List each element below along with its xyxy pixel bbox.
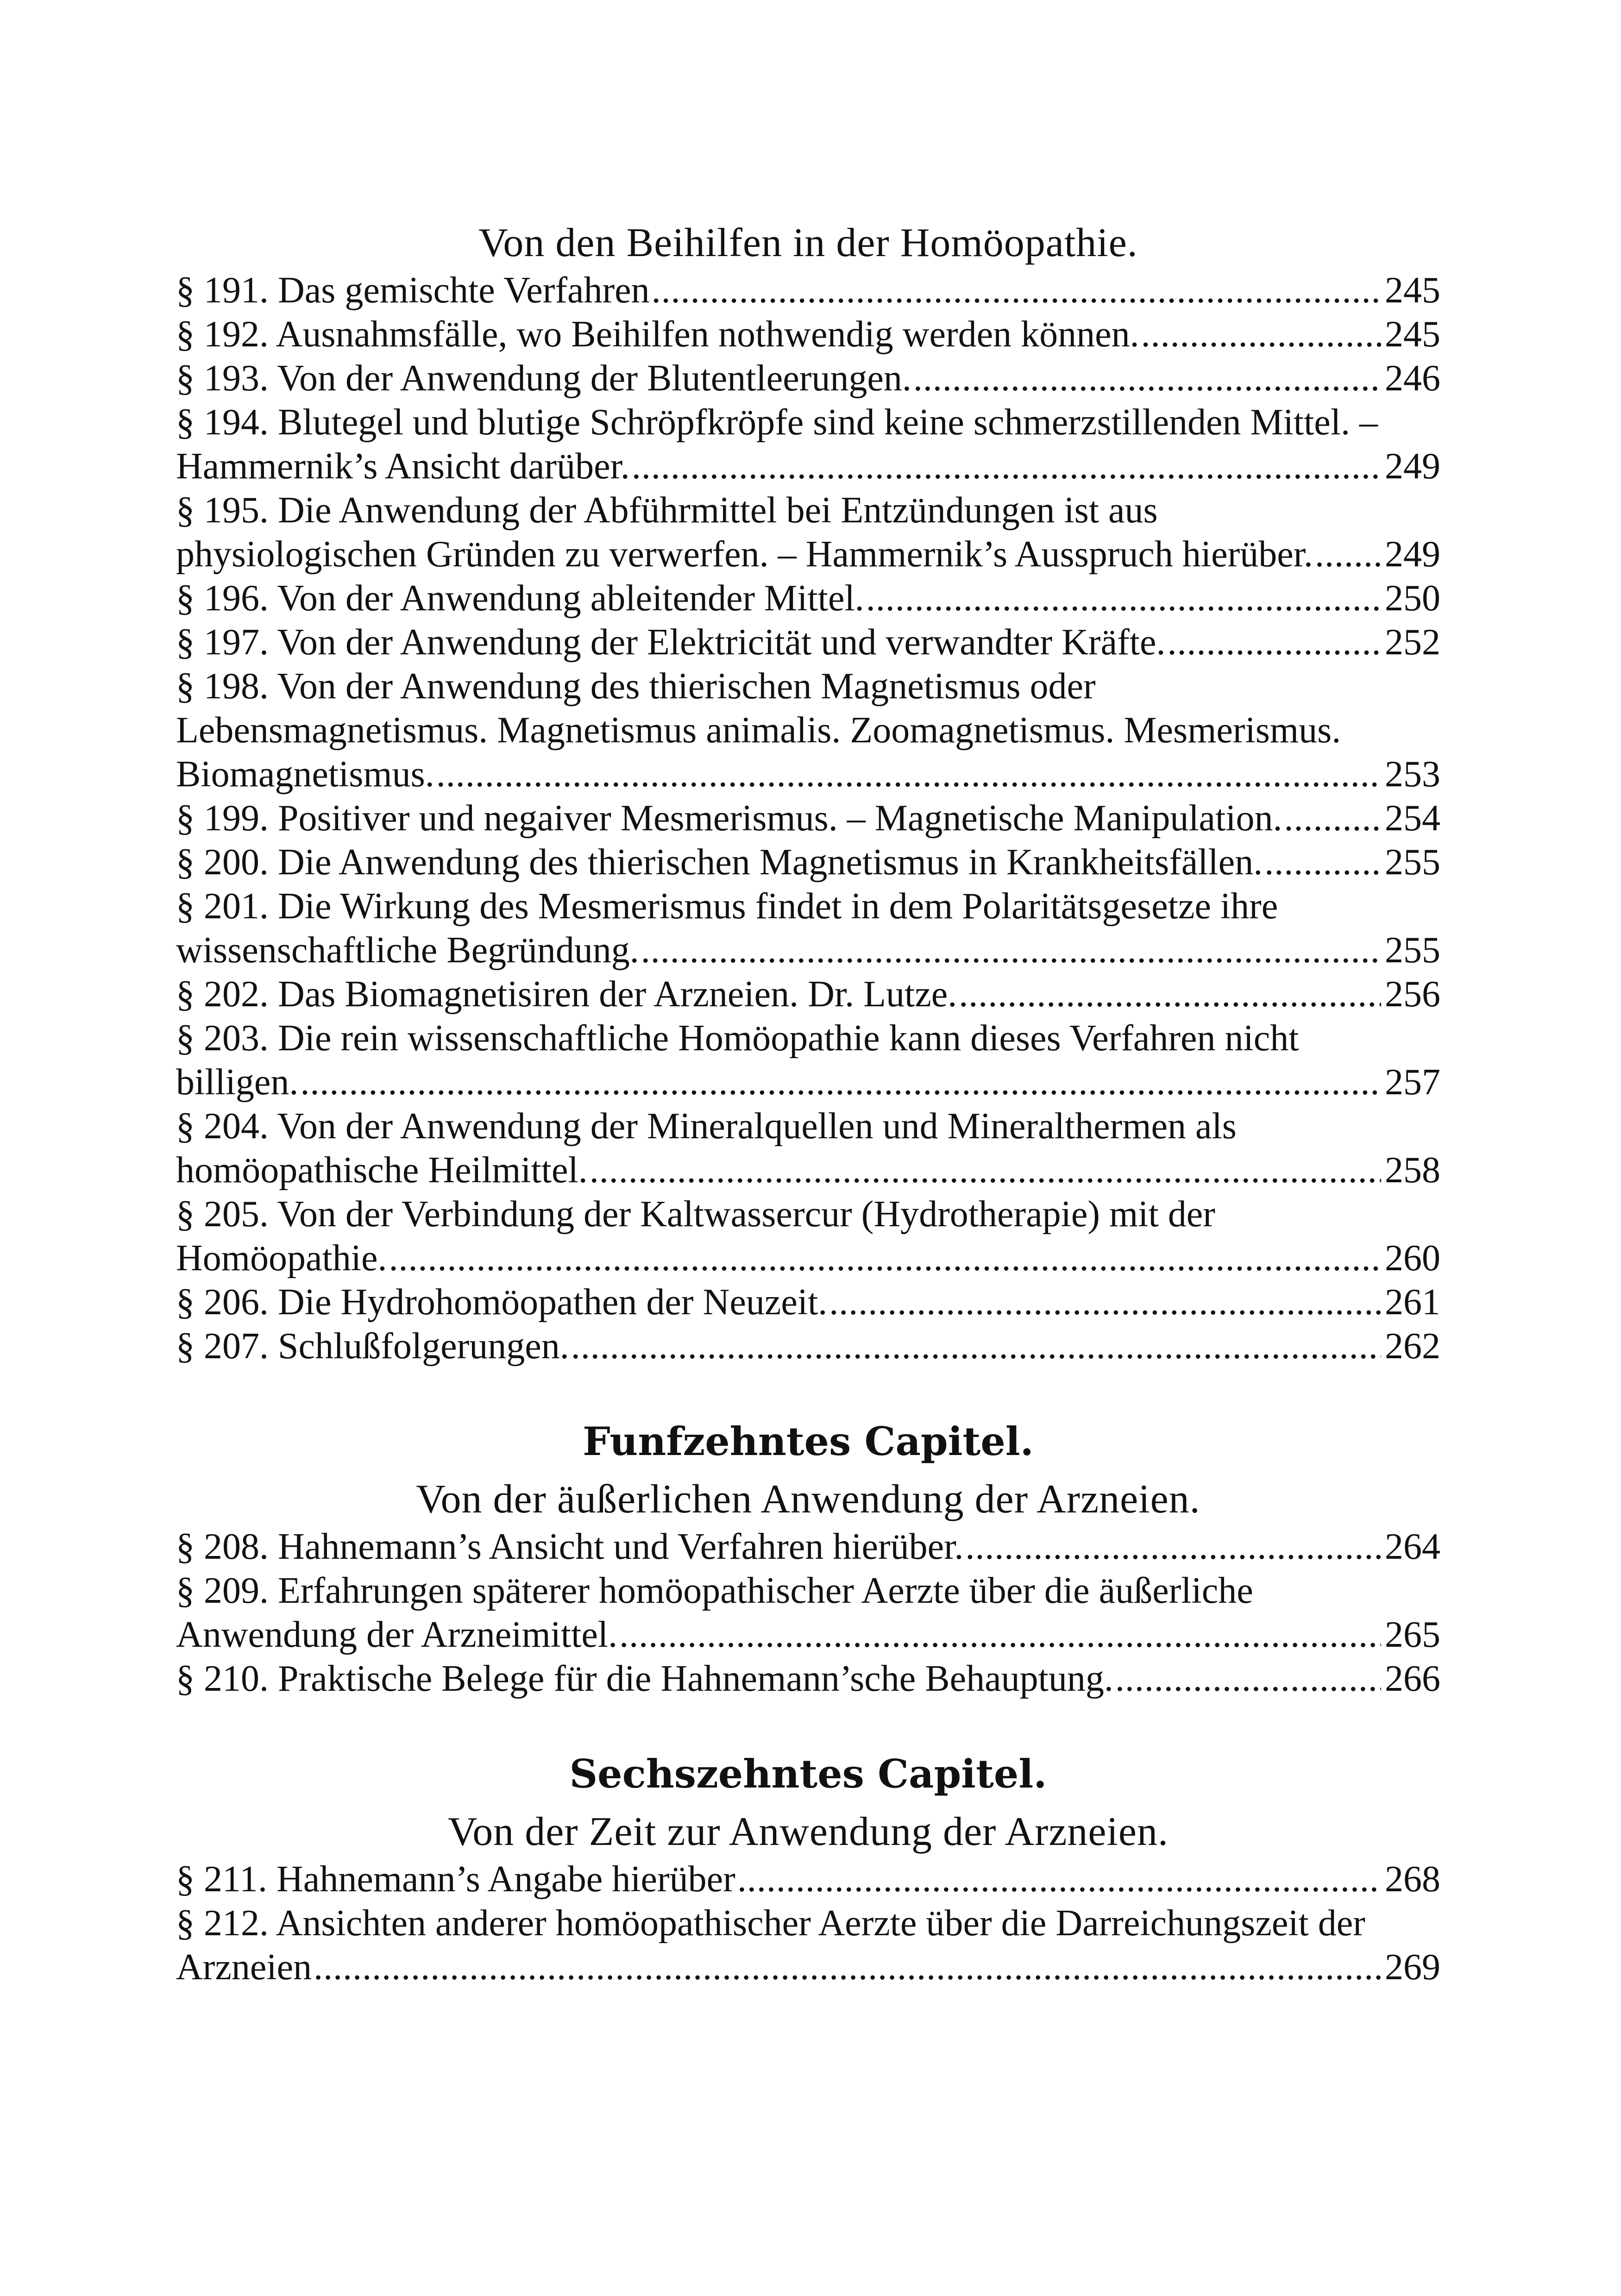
toc-entry — [176, 1857, 1440, 1901]
toc-entry-line — [176, 1613, 1440, 1657]
toc-entry — [176, 1192, 1440, 1280]
page-number: 250 — [1385, 578, 1440, 619]
toc-entry — [176, 401, 1440, 489]
toc-entry — [176, 577, 1440, 621]
toc-entry-text: Homöopathie. — [176, 1238, 387, 1279]
section-subtitle: Von der äußerlichen Anwendung der Arzneien. — [416, 1477, 1200, 1522]
toc-entry-text: § 211. Hahnemann’s Angabe hierüber — [176, 1859, 735, 1900]
toc-entry-line — [176, 665, 1440, 709]
toc-entry-text: § 209. Erfahrungen späterer homöopathischer Aerzte über die äußerliche — [176, 1570, 1253, 1611]
dot-leader — [389, 1236, 1381, 1280]
page-number: 253 — [1385, 754, 1440, 795]
toc-entry-line — [176, 972, 1440, 1016]
page-number: 260 — [1385, 1238, 1440, 1279]
toc-entry-line — [176, 269, 1440, 313]
page-number: 269 — [1385, 1947, 1440, 1988]
toc-entry-line — [176, 1945, 1440, 1989]
page-number: 256 — [1385, 974, 1440, 1015]
toc-entry-line — [176, 1324, 1440, 1368]
toc-entry-line — [176, 445, 1440, 489]
toc-entry-text: § 210. Praktische Belege für die Hahnemann’sche Behauptung. — [176, 1658, 1113, 1699]
toc-entry-text: § 212. Ansichten anderer homöopathischer Aerzte über die Darreichungszeit der — [176, 1903, 1365, 1944]
toc-entry-line — [176, 357, 1440, 401]
toc-entry-text: § 196. Von der Anwendung ableitender Mittel. — [176, 578, 864, 619]
toc-entry-text: § 193. Von der Anwendung der Blutentleerungen. — [176, 358, 911, 399]
toc-entry-text: § 201. Die Wirkung des Mesmerismus findet in dem Polaritätsgesetze ihre — [176, 886, 1278, 927]
toc-entry-text: Arzneien — [176, 1947, 312, 1988]
toc-entry-line — [176, 489, 1440, 533]
toc-entry-line — [176, 401, 1440, 445]
toc-entry-line — [176, 577, 1440, 621]
toc-entry-text: § 207. Schlußfolgerungen. — [176, 1326, 569, 1367]
page-number: 265 — [1385, 1614, 1440, 1655]
toc-entry-text: § 203. Die rein wissenschaftliche Homöopathie kann dieses Verfahren nicht — [176, 1018, 1299, 1059]
page-number: 258 — [1385, 1150, 1440, 1191]
page-number: 262 — [1385, 1326, 1440, 1367]
toc-entry-line — [176, 1569, 1440, 1613]
toc-entry-text: § 197. Von der Anwendung der Elektricität und verwandter Kräfte. — [176, 622, 1166, 663]
toc-entry — [176, 797, 1440, 841]
toc-entry-line — [176, 1657, 1440, 1701]
dot-leader — [632, 445, 1381, 489]
toc-entry-text: § 198. Von der Anwendung des thierischen Magnetismus oder — [176, 666, 1096, 707]
toc-entry-text: Lebensmagnetismus. Magnetismus animalis. Zoomagnetismus. Mesmerismus. — [176, 710, 1341, 751]
table-of-contents — [176, 218, 1440, 1989]
toc-entry — [176, 313, 1440, 357]
dot-leader — [866, 577, 1381, 621]
toc-entry-line — [176, 1525, 1440, 1569]
dot-leader — [1264, 841, 1381, 885]
section-subtitle: Von der Zeit zur Anwendung der Arzneien. — [448, 1809, 1169, 1854]
page-number: 249 — [1385, 446, 1440, 487]
toc-entry-line — [176, 885, 1440, 928]
toc-entry-line — [176, 928, 1440, 972]
toc-entry-text: wissenschaftliche Begründung. — [176, 930, 639, 971]
toc-entry — [176, 357, 1440, 401]
toc-entry — [176, 665, 1440, 797]
toc-entry-text: physiologischen Gründen zu verwerfen. – Hammernik’s Ausspruch hierüber. — [176, 534, 1313, 575]
page-number: 249 — [1385, 534, 1440, 575]
dot-leader — [619, 1613, 1381, 1657]
dot-leader — [737, 1857, 1381, 1901]
toc-entry-line — [176, 797, 1440, 841]
toc-entry — [176, 972, 1440, 1016]
toc-entry-line — [176, 753, 1440, 797]
toc-entry — [176, 1016, 1440, 1104]
page-number: 252 — [1385, 622, 1440, 663]
toc-entry-text: § 199. Positiver und negaiver Mesmerismus. – Magnetische Manipulation. — [176, 798, 1282, 839]
toc-entry — [176, 489, 1440, 577]
dot-leader — [590, 1148, 1381, 1192]
toc-entry-text: § 205. Von der Verbindung der Kaltwassercur (Hydrotherapie) mit der — [176, 1194, 1215, 1235]
dot-leader — [913, 357, 1381, 401]
toc-entry-line — [176, 1104, 1440, 1148]
toc-section — [176, 218, 1440, 1368]
toc-entry-line — [176, 709, 1440, 753]
toc-entry-text: Anwendung der Arzneimittel. — [176, 1614, 618, 1655]
toc-entry — [176, 621, 1440, 665]
toc-entry — [176, 841, 1440, 885]
toc-entry-text: § 195. Die Anwendung der Abführmittel bei Entzündungen ist aus — [176, 490, 1158, 531]
toc-entry-line — [176, 841, 1440, 885]
toc-entry-text: § 192. Ausnahmsfälle, wo Beihilfen nothwendig werden können. — [176, 314, 1139, 355]
dot-leader — [965, 1525, 1381, 1569]
page-number: 246 — [1385, 358, 1440, 399]
toc-entry-text: § 208. Hahnemann’s Ansicht und Verfahren hierüber. — [176, 1526, 964, 1567]
dot-leader — [829, 1280, 1381, 1324]
dot-leader — [1315, 533, 1381, 577]
dot-leader — [1284, 797, 1381, 841]
toc-entry — [176, 269, 1440, 313]
toc-entry-text: Biomagnetismus. — [176, 754, 434, 795]
page-number: 254 — [1385, 798, 1440, 839]
page-number: 245 — [1385, 270, 1440, 311]
toc-entry — [176, 1280, 1440, 1324]
toc-entry-text: § 194. Blutegel und blutige Schröpfkröpfe sind keine schmerzstillenden Mittel. – — [176, 402, 1378, 443]
dot-leader — [436, 753, 1381, 797]
toc-entry-text: § 206. Die Hydrohomöopathen der Neuzeit. — [176, 1282, 828, 1323]
page-number: 264 — [1385, 1526, 1440, 1567]
toc-entry-text: § 191. Das gemischte Verfahren — [176, 270, 650, 311]
dot-leader — [641, 928, 1381, 972]
dot-leader — [571, 1324, 1381, 1368]
page-number: 266 — [1385, 1658, 1440, 1699]
toc-entry — [176, 1324, 1440, 1368]
toc-entry-line — [176, 1901, 1440, 1945]
dot-leader — [1167, 621, 1381, 665]
page-number: 261 — [1385, 1282, 1440, 1323]
toc-entry — [176, 1104, 1440, 1192]
toc-entry-line — [176, 1148, 1440, 1192]
toc-entry-line — [176, 1192, 1440, 1236]
toc-entry-line — [176, 1060, 1440, 1104]
toc-entry-line — [176, 313, 1440, 357]
page-number: 255 — [1385, 842, 1440, 883]
dot-leader — [1115, 1657, 1381, 1701]
toc-section — [176, 1418, 1440, 1701]
page-number: 245 — [1385, 314, 1440, 355]
toc-entry — [176, 1569, 1440, 1657]
chapter-heading: Sechszehntes Capitel. — [569, 1751, 1047, 1797]
toc-entry — [176, 885, 1440, 972]
toc-entry-line — [176, 1857, 1440, 1901]
toc-entry-text: § 202. Das Biomagnetisiren der Arzneien. Dr. Lutze. — [176, 974, 957, 1015]
toc-entry — [176, 1525, 1440, 1569]
toc-entry-line — [176, 1236, 1440, 1280]
toc-entry-line — [176, 1016, 1440, 1060]
toc-entry-text: § 200. Die Anwendung des thierischen Magnetismus in Krankheitsfällen. — [176, 842, 1263, 883]
dot-leader — [959, 972, 1381, 1016]
chapter-heading: Funfzehntes Capitel. — [583, 1418, 1034, 1464]
toc-entry-text: homöopathische Heilmittel. — [176, 1150, 588, 1191]
section-subtitle: Von den Beihilfen in der Homöopathie. — [478, 220, 1138, 265]
dot-leader — [1141, 313, 1381, 357]
toc-entry-line — [176, 1280, 1440, 1324]
toc-entry — [176, 1657, 1440, 1701]
toc-entry-text: Hammernik’s Ansicht darüber. — [176, 446, 630, 487]
toc-entry-line — [176, 533, 1440, 577]
toc-entry — [176, 1901, 1440, 1989]
page-number: 255 — [1385, 930, 1440, 971]
toc-entry-text: billigen. — [176, 1062, 299, 1103]
toc-entry-line — [176, 621, 1440, 665]
dot-leader — [652, 269, 1381, 313]
page-number: 257 — [1385, 1062, 1440, 1103]
dot-leader — [314, 1945, 1381, 1989]
page-number: 268 — [1385, 1859, 1440, 1900]
toc-section — [176, 1751, 1440, 1989]
toc-entry-text: § 204. Von der Anwendung der Mineralquellen und Mineralthermen als — [176, 1106, 1237, 1147]
dot-leader — [300, 1060, 1381, 1104]
